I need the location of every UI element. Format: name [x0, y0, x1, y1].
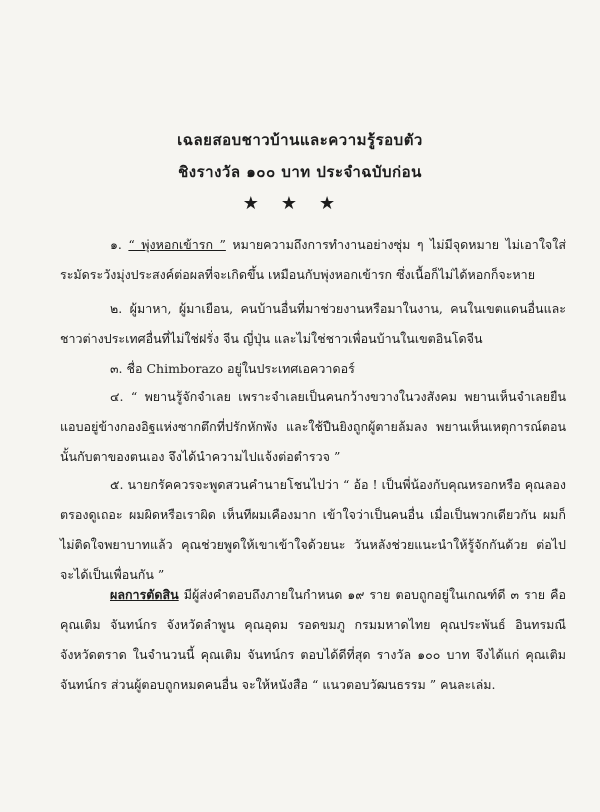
answer-quote: “ พุ่งหอกเข้ารก ” [128, 237, 226, 252]
subtitle-prefix: ชิงรางวัล [178, 163, 241, 181]
result-text: มีผู้ส่งคำตอบถึงภายในกำหนด ๑๙ ราย ตอบถูกอยู่ในเกณฑ์ดี ๓ ราย คือ คุณเติม จันทน์กร จังหวัดลำพูน คุณอุดม รอดขมภู กรมมหาดไทย คุณประพันธ์ อินทรมณี จังหวัดตราด ในจำนวนนี้ คุณเติม จันทน์กร ตอบได้ดีที่สุด รางวัล ๑๐๐ บาท จึงได้แก่ คุณเติม จันทน์กร ส่วนผู้ตอบถูกหมดคนอื่น จะให้หนังสือ “ แนวตอบวัฒนธรรม ” คนละเล่ม. [60, 587, 566, 692]
answer-text: นายกรัคควรจะพูดสวนคำนายโชนไปว่า “ อ้อ ! เป็นพี่น้องกับคุณหรอกหรือ คุณลองตรองดูเถอะ ผมผิดหรือเราผิด เห็นทีผมเคืองมาก เข้าใจว่าเป็นคนอื่น เมื่อเป็นพวกเดียวกัน ผมก็ไม่ติดใจพยาบาทแล้ว คุณช่วยพูดให้เขาเข้าใจด้วยนะ วันหลังช่วยแนะนำให้รู้จักกันด้วย ต่อไปจะได้เป็นเพื่อนกัน ” [60, 477, 566, 582]
answer-text: ผู้มาหา, ผู้มาเยือน, คนบ้านอื่นที่มาช่วยงานหรือมาในงาน, คนในเขตแดนอื่นและชาวต่างประเทศอื่นที่ไม่ใช่ฝรั่ง จีน ญี่ปุ่น และไม่ใช่ชาวเพื่อนบ้านในเขตอินโดจีน [60, 301, 566, 346]
page-subtitle [0, 160, 600, 184]
result-label: ผลการตัดสิน [110, 587, 179, 602]
answer-5 [60, 470, 566, 590]
result-section [60, 580, 566, 700]
answer-2 [60, 294, 566, 354]
answer-text: “ พยานรู้จักจำเลย เพราะจำเลยเป็นคนกว้างขวางในวงสังคม พยานเห็นจำเลยยืนแอบอยู่ข้างกองอิฐแห่งซากตึกที่ปรักหักพัง และใช้ปืนยิงถูกผู้ตายล้มลง พยานเห็นเหตุการณ์ตอนนั้นกับตาของตนเอง จึงได้นำความไปแจ้งต่อตำรวจ ” [60, 389, 566, 464]
subtitle-amount: ๑๐๐ [246, 163, 276, 181]
answer-1 [60, 230, 566, 290]
answer-number: ๓. [110, 361, 123, 376]
answer-number: ๑. [110, 237, 122, 252]
answer-number: ๒. [110, 301, 123, 316]
star-divider-icon: ★★★ [242, 193, 358, 214]
answer-number: ๕. [110, 477, 124, 492]
subtitle-rest: บาท ประจำฉบับก่อน [281, 163, 422, 181]
answer-3 [60, 354, 566, 384]
page-title: เฉลยสอบชาวบ้านและความรู้รอบตัว [177, 131, 423, 149]
answer-text: หมายความถึงการทำงานอย่างซุ่ม ๆ ไม่มีจุดหมาย ไม่เอาใจใส่ระมัดระวังมุ่งประสงค์ต่อผลที่จะเกิดขึ้น เหมือนกับพุ่งหอกเข้ารก ซึ่งเนื้อก็ไม่ได้หอกก็จะหาย [60, 237, 566, 282]
answer-text: ชื่อ Chimborazo อยู่ในประเทศเอควาดอร์ [126, 361, 355, 376]
answer-number: ๔. [110, 389, 124, 404]
answer-4 [60, 382, 566, 472]
